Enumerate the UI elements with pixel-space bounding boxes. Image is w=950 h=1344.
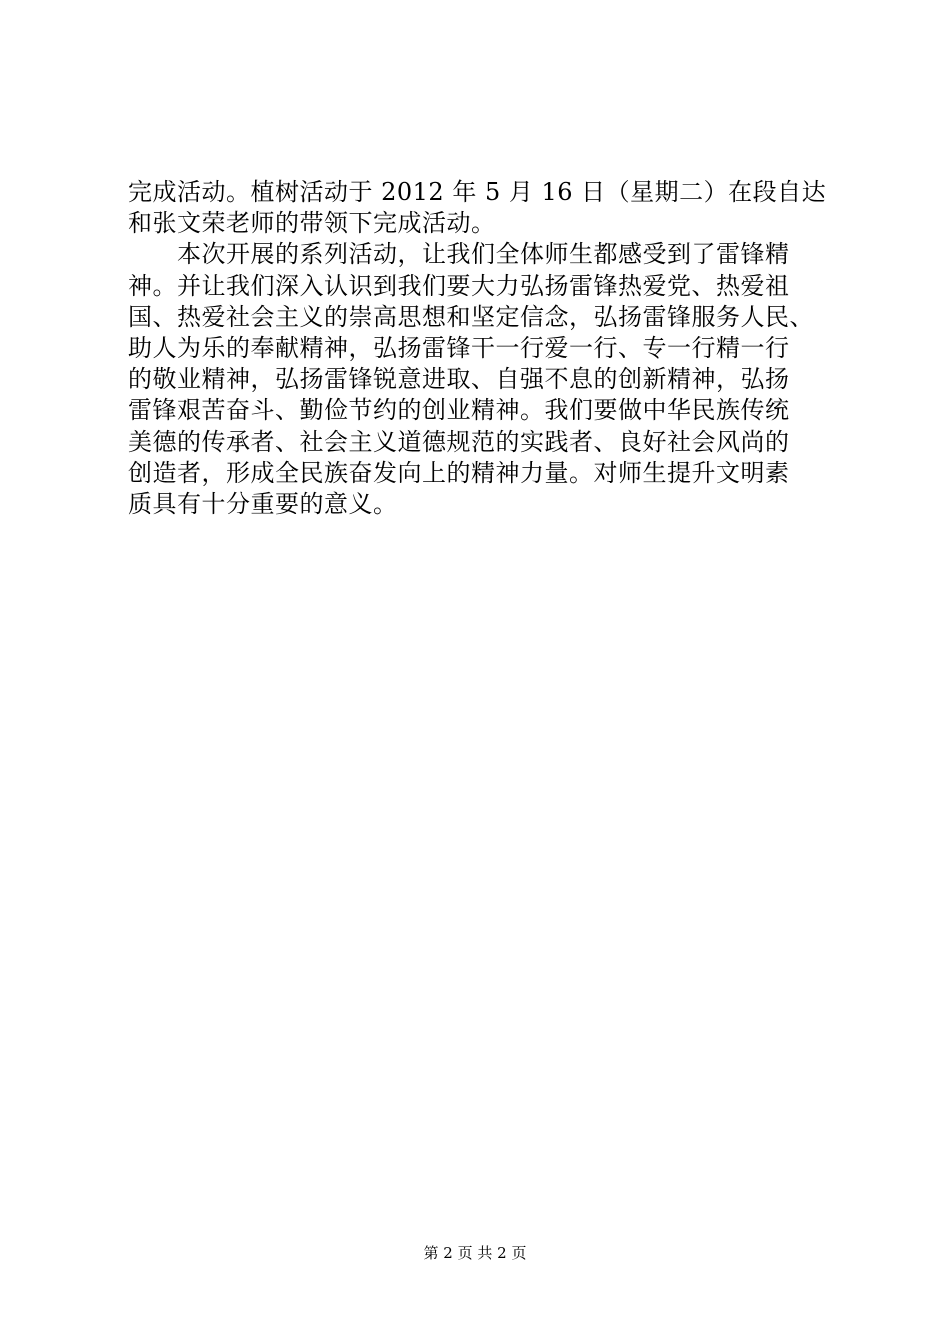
text-line: 雷锋艰苦奋斗、勤俭节约的创业精神。我们要做中华民族传统: [128, 396, 790, 425]
text-line: 的敬业精神，弘扬雷锋锐意进取、自强不息的创新精神，弘扬: [128, 365, 790, 394]
text-line: 神。并让我们深入认识到我们要大力弘扬雷锋热爱党、热爱祖: [128, 271, 790, 300]
text-line: 和张文荣老师的带领下完成活动。: [128, 209, 496, 238]
text-line: 完成活动。植树活动于 2012 年 5 月 16 日（星期二）在段自达: [128, 178, 827, 206]
body-text: [128, 177, 838, 520]
text-line: 助人为乐的奉献精神，弘扬雷锋干一行爱一行、专一行精一行: [128, 333, 790, 362]
text-line: 创造者，形成全民族奋发向上的精神力量。对师生提升文明素: [128, 458, 790, 487]
text-line: 国、热爱社会主义的崇高思想和坚定信念，弘扬雷锋服务人民、: [128, 302, 814, 331]
text-line: 美德的传承者、社会主义道德规范的实践者、良好社会风尚的: [128, 427, 790, 456]
page-footer: 第 2 页 共 2 页: [423, 1244, 527, 1262]
text-line: 质具有十分重要的意义。: [128, 489, 398, 518]
text-line: 本次开展的系列活动，让我们全体师生都感受到了雷锋精: [128, 240, 790, 269]
